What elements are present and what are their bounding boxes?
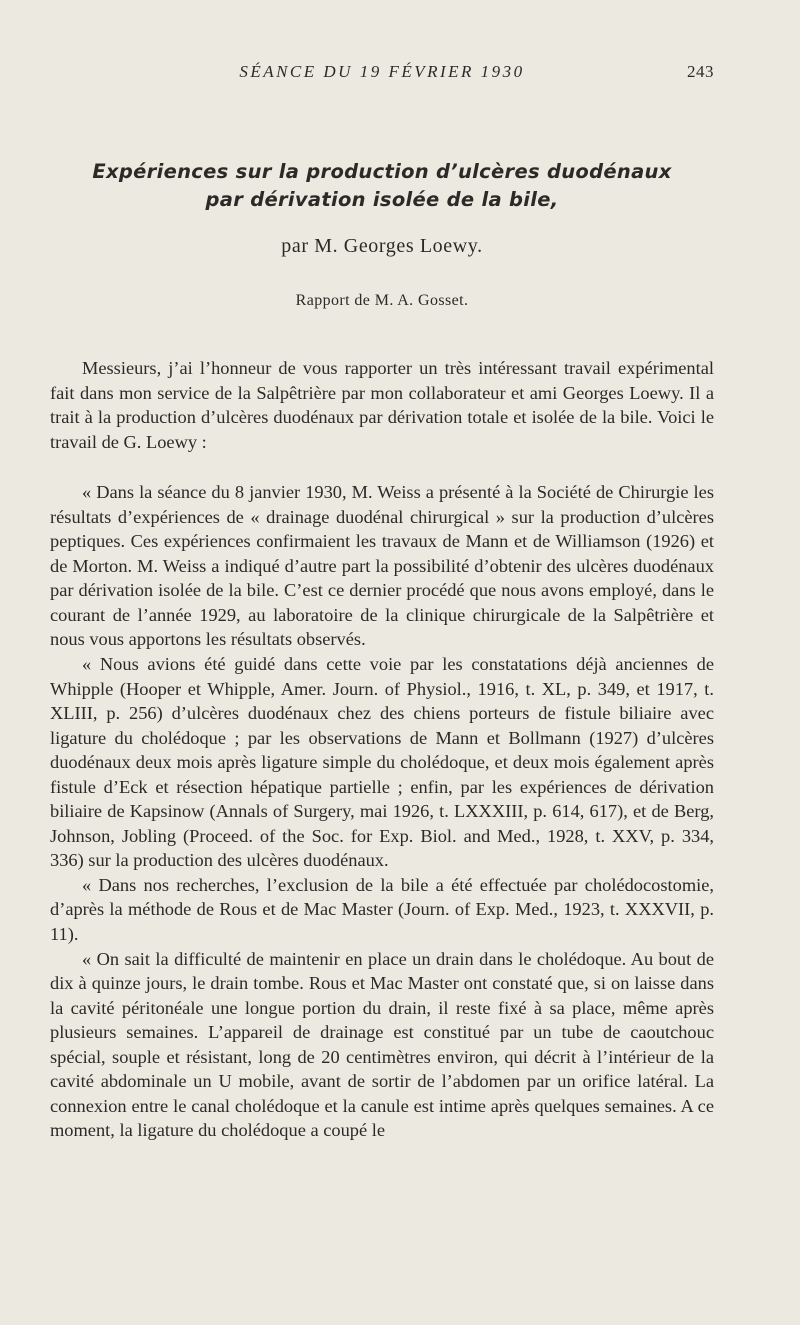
paragraph: « Dans la séance du 8 janvier 1930, M. Weiss a présenté à la Société de Chirurgie les résultats d’expériences de « drainage duodénal chirurgical » sur la production d’ulcères peptiques. Ces expériences confirmaient les travaux de Mann et de Williamson (1926) et de Morton. M. Weiss a indiqué d’autre part la possibilité d’obtenir des ulcères duodénaux par dérivation isolée de la bile. C’est ce dernier procédé que nous avons employé, dans le courant de l’année 1929, au laboratoire de la clinique chirurgicale de la Salpêtrière et nous vous apportons les résultats observés. — [50, 482, 714, 650]
report-line: Rapport de M. A. Gosset. — [295, 292, 469, 309]
title-line: par dérivation isolée de la bile, — [205, 188, 559, 211]
paragraph: « Nous avions été guidé dans cette voie par les constatations déjà anciennes de Whipple (Hooper et Whipple, Amer. Journ. of Physiol., 1916, t. XL, p. 349, et 1917, t. XLIII, p. 256) d’ulcères duodénaux chez des chiens porteurs de fistule biliaire avec ligature du cholédoque ; par les observations de Mann et Bollmann (1927) d’ulcères duodénaux deux mois après ligature simple du cholédoque, et deux mois également après fistule d’Eck et résection hépatique partielle ; enfin, par les expériences de dérivation biliaire de Kapsinow (Annals of Surgery, mai 1926, t. LXXXIII, p. 614, 617), et de Berg, Johnson, Jobling (Proceed. of the Soc. for Exp. Biol. and Med., 1928, t. XXV, p. 334, 336) sur la production des ulcères duodénaux. — [50, 654, 714, 871]
author-line: par M. Georges Loewy. — [281, 235, 483, 257]
page-number: 243 — [687, 62, 714, 81]
running-head — [50, 62, 714, 86]
paragraph: Messieurs, j’ai l’honneur de vous rapporter un très intéressant travail expérimental fait dans mon service de la Salpêtrière par mon collaborateur et ami Georges Loewy. Il a trait à la production d’ulcères duodénaux par dérivation totale et isolée de la bile. Voici le travail de G. Loewy : — [50, 358, 714, 452]
paragraph: « On sait la difficulté de maintenir en place un drain dans le cholédoque. Au bout de dix à quinze jours, le drain tombe. Rous et Mac Master ont constaté que, si on laisse dans la cavité péritonéale une longue portion du drain, il reste fixé à sa place, même après plusieurs semaines. L’appareil de drainage est constitué par un tube de caoutchouc spécial, souple et résistant, long de 20 centimètres environ, qui décrit à l’intérieur de la cavité abdominale un U mobile, avant de sortir de l’abdomen par un orifice latéral. La connexion entre le canal cholédoque et la canule est intime après quelques semaines. A ce moment, la ligature du cholédoque a coupé le — [50, 948, 714, 1141]
article-body — [50, 356, 714, 1143]
running-title: SÉANCE DU 19 FÉVRIER 1930 — [239, 62, 525, 81]
article-title — [50, 158, 714, 214]
title-line: Expériences sur la production d’ulcères duodénaux — [92, 160, 672, 183]
paragraph: « Dans nos recherches, l’exclusion de la bile a été effectuée par cholédocostomie, d’après la méthode de Rous et de Mac Master (Journ. of Exp. Med., 1923, t. XXXVII, p. 11). — [50, 874, 714, 945]
